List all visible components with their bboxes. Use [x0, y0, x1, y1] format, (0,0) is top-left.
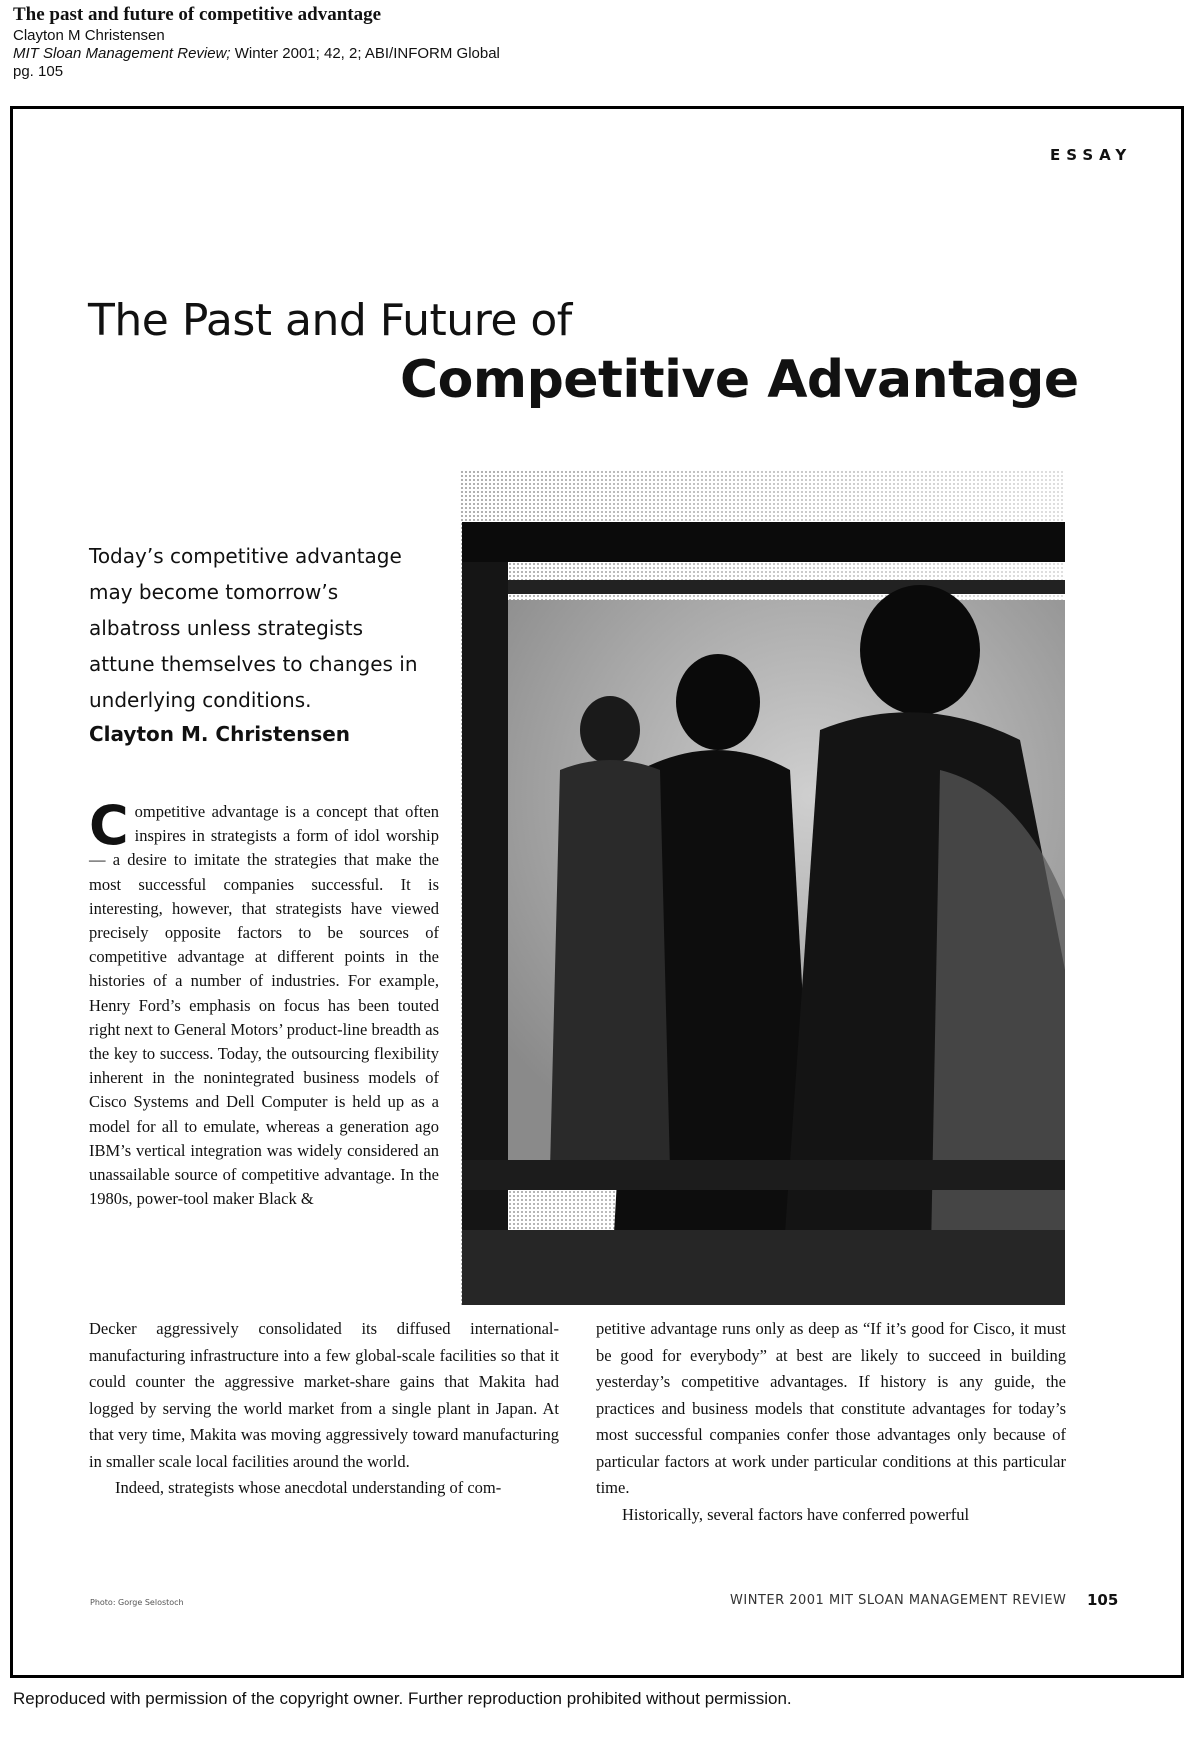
citation-journal: MIT Sloan Management Review;	[13, 44, 231, 62]
body-column-3	[596, 1316, 1066, 1528]
body-paragraph: Indeed, strategists whose anecdotal understanding of com-	[115, 1478, 502, 1497]
drop-cap: C	[89, 794, 129, 857]
body-paragraph: Decker aggressively consolidated its diffused international-manufacturing infrastructure into a few global-scale facilities so that it could counter the aggressive market-share gains that Makita had logged by serving the world market from a single plant in Japan. At that very time, Makita was moving aggressively toward manufacturing in smaller scale local facilities around the world.	[89, 1319, 559, 1471]
page-number: 105	[1087, 1591, 1119, 1609]
citation-page: pg. 105	[13, 62, 64, 80]
photo-credit: Photo: Gorge Selostoch	[90, 1598, 184, 1607]
article-deck: Today’s competitive advantage may become tomorrow’s albatross unless strategists attune themselves to changes in underlying conditions.	[89, 544, 418, 712]
body-text-col1: ompetitive advantage is a concept that often inspires in strategists a form of idol worship — a desire to imitate the strategies that make the most successful companies successful. It is interesting, however, that strategists have viewed precisely opposite factors to be sources of competitive advantage at different points in the histories of a number of industries. For example, Henry Ford’s emphasis on focus has been touted right next to General Motors’ product-line breadth as the key to success. Today, the outsourcing flexibility inherent in the nonintegrated business models of Cisco Systems and Dell Computer is held up as a model for all to emulate, whereas a generation ago IBM’s vertical integration was widely considered an unassailable source of competitive advantage. In the 1980s, power-tool maker Black &	[89, 802, 439, 1209]
section-label: ESSAY	[1050, 146, 1133, 164]
body-column-2	[89, 1316, 559, 1502]
article-author: Clayton M. Christensen	[89, 722, 351, 746]
citation-header	[13, 4, 500, 81]
citation-author: Clayton M Christensen	[13, 26, 165, 44]
citation-title: The past and future of competitive advantage	[13, 4, 382, 25]
body-paragraph: Historically, several factors have conferred powerful	[622, 1504, 970, 1524]
reproduction-notice: Reproduced with permission of the copyright owner. Further reproduction prohibited without permission.	[13, 1689, 792, 1708]
article-title-line2: Competitive Advantage	[400, 350, 1079, 410]
citation-source	[13, 45, 500, 63]
article-title-line1: The Past and Future of	[88, 295, 572, 346]
body-column-1	[89, 794, 439, 1211]
article-photo	[460, 470, 1065, 1305]
body-paragraph: petitive advantage runs only as deep as “If it’s good for Cisco, it must be good for everybody” at best are likely to succeed in building yesterday’s competitive advantages. If history is any guide, the practices and business models that constitute advantages for today’s most successful companies confer those advantages only because of particular factors at work under particular conditions at this particular time.	[596, 1319, 1066, 1497]
running-footer: WINTER 2001 MIT SLOAN MANAGEMENT REVIEW	[730, 1593, 1067, 1608]
citation-source-details: Winter 2001; 42, 2; ABI/INFORM Global	[230, 44, 500, 62]
